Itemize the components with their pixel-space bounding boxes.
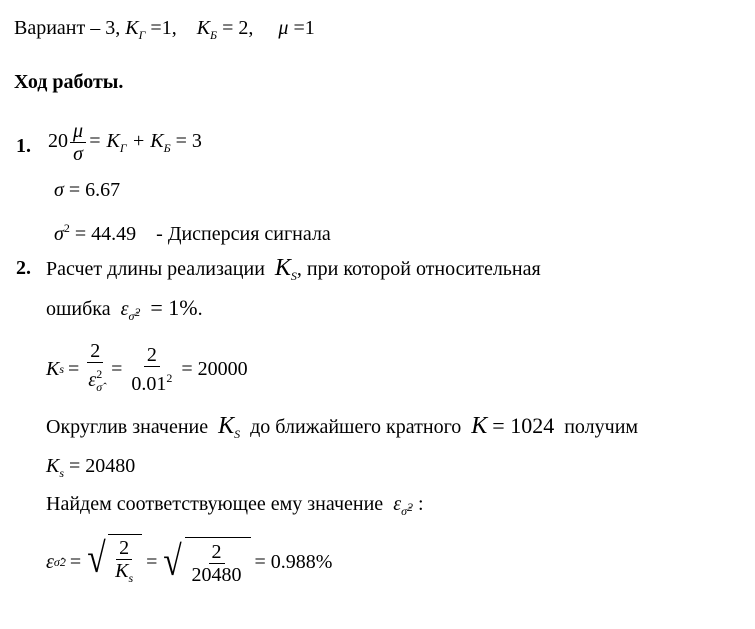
frac-den: σ	[73, 143, 83, 165]
step2-line-1	[46, 256, 541, 288]
eq-rhs-2: + K	[131, 130, 164, 153]
step2-eps-value: = 1%	[150, 295, 198, 320]
variant-label: Вариант	[14, 17, 86, 39]
find-eps-symbol: ε	[393, 493, 402, 515]
step2-ks-symbol: K	[274, 255, 291, 281]
rounding-line	[46, 414, 638, 446]
ks-frac1-num: 2	[87, 340, 103, 363]
ks-result: = 20000	[181, 358, 248, 380]
sigma-symbol: σ	[54, 179, 64, 201]
round-k-value: = 1024	[492, 413, 555, 438]
eq-rhs-2-sub: Б	[163, 141, 171, 156]
step2-eps-subsup: 2	[134, 305, 141, 319]
step1-number: 1.	[16, 135, 31, 157]
find-line	[46, 492, 424, 523]
sqrt2-den: 20480	[191, 563, 242, 586]
step2-text-2a: ошибка	[46, 298, 111, 320]
variant-value: – 3,	[90, 17, 121, 39]
ks-fraction-2	[128, 344, 175, 395]
step2-eps-symbol: ε	[120, 298, 129, 320]
eq-rhs-3: = 3	[175, 130, 202, 153]
find-eps-subsup: 2	[407, 500, 413, 514]
round-text-a: Округлив значение	[46, 416, 209, 438]
eq-rhs-1: = K	[88, 130, 120, 153]
find-text: Найдем соответствующее ему значение	[46, 493, 384, 515]
variance-sup: 2	[63, 221, 70, 235]
sqrt2-num: 2	[209, 541, 225, 564]
step2-ks-sub: S	[290, 269, 297, 283]
step1-coef: 20	[48, 130, 68, 153]
kb-symbol: K	[196, 17, 211, 39]
step2-text-1a: Расчет длины реализации	[46, 258, 265, 280]
sqrt1-num: 2	[116, 537, 132, 560]
ks-lhs: K	[46, 358, 60, 380]
ks-result-lhs: K	[46, 455, 60, 477]
kb-value: = 2,	[222, 17, 254, 39]
find-eps-sub: σ̂	[401, 504, 407, 518]
ks-frac1-den-sup: 2	[96, 367, 103, 381]
ks-result-sub: s	[59, 466, 65, 480]
ks-frac2-den-sup: 2	[166, 370, 173, 385]
round-ks-sub: S	[234, 427, 241, 441]
eps-result: = 0.988%	[254, 550, 333, 573]
kb-sub: Б	[210, 28, 218, 42]
round-ks-symbol: K	[218, 413, 235, 439]
sqrt2-fraction	[189, 541, 245, 586]
step2-text-1b: , при которой относительная	[296, 258, 541, 280]
ks-result-line	[46, 454, 135, 485]
ks-frac2-num: 2	[144, 344, 160, 367]
step2-line-2	[46, 296, 203, 328]
round-text-b: до ближайшего кратного	[250, 416, 462, 438]
kg-value: =1,	[150, 17, 177, 39]
sqrt1-den-sub: s	[128, 571, 134, 585]
variance-line	[54, 216, 331, 246]
round-k-symbol: K	[471, 413, 488, 439]
step2-number: 2.	[16, 257, 31, 279]
ks-frac2-den: 0.01	[131, 372, 167, 395]
mu-over-sigma-fraction	[70, 120, 86, 165]
eps-lhs: ε	[46, 550, 54, 573]
sqrt1-den: K	[115, 560, 129, 582]
ks-fraction-1	[85, 340, 105, 398]
ks-frac1-den-sym: ε	[88, 369, 97, 391]
step1-equation	[48, 120, 202, 165]
sqrt1-fraction	[112, 537, 136, 589]
ks-result-rhs: = 20480	[69, 455, 136, 477]
step2-eps-end: .	[197, 298, 203, 320]
kg-sub: Г	[138, 28, 146, 42]
variance-symbol: σ	[54, 223, 64, 245]
ks-lhs-sub: s	[59, 362, 65, 376]
sigma-value: = 6.67	[68, 179, 121, 201]
eps-lhs-sub: σ̂	[53, 554, 60, 569]
step2-eps-sub: σ̂	[128, 309, 135, 323]
eps-lhs-subsup: 2	[59, 554, 66, 569]
mu-value: =1	[293, 17, 315, 39]
round-text-c: получим	[564, 416, 639, 438]
sqrt-1: √ $\frac{2}{K_s}$	[85, 534, 142, 589]
sigma-line	[54, 178, 120, 202]
variant-line	[14, 16, 315, 47]
find-colon: :	[418, 493, 424, 515]
kg-symbol: K	[125, 17, 139, 39]
variance-label: - Дисперсия сигнала	[156, 223, 331, 245]
variance-value: = 44.49	[74, 223, 137, 245]
section-title: Ход работы.	[14, 71, 124, 93]
frac-num: μ	[70, 120, 86, 143]
mu-symbol: μ	[278, 17, 289, 39]
ks-frac1-den-sub: σ̂	[96, 380, 103, 394]
ks-formula: K s = $\frac{2}{\varepsilon^2_{\sigmâ}}$ = $\frac{2}{0.01^2}$ = 20000	[46, 340, 248, 398]
eps-formula: ε σ̂ 2 = √ $\frac{2}{K_s}$ = √ $\frac{2}{20480}$ = 0.988%	[46, 534, 332, 589]
eq-rhs-1-sub: Г	[119, 141, 127, 156]
sqrt-2: √ $\frac{2}{20480}$	[161, 537, 250, 587]
